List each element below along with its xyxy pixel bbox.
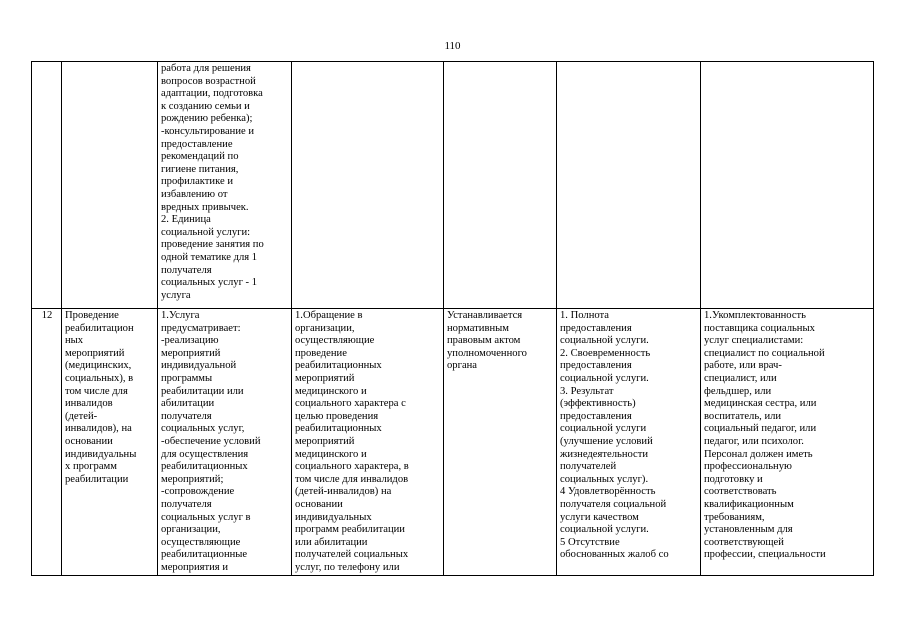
cell-tariff: Устанавливается нормативным правовым актом уполномоченного органа (444, 309, 557, 576)
table-row (32, 309, 874, 576)
cell-service-terms: 1.Обращение в организации, осуществляющие проведение реабилитационных мероприятий медицинского и социального характера с целью проведения реабилитационных мероприятий медицинского и социального характера, в том числе для инвалидов (детей-инвалидов) на основании индивидуальных программ реабилитации или абилитации получателей социальных услуг, по телефону или (292, 309, 444, 576)
cell-service-name (62, 62, 158, 309)
cell-quality-indicators: 1. Полнота предоставления социальной услуги. 2. Своевременность предоставления социальной услуги. 3. Результат (эффективность) предоставления социальной услуги (улучшение условий жизнедеятельности получателей социальных услуг). 4 Удовлетворённость получателя социальной услуги качеством социальной услуги. 5 Отсутствие обоснованных жалоб со (557, 309, 701, 576)
page-number: 110 (444, 40, 461, 52)
cell-quality-indicators (557, 62, 701, 309)
cell-service-name: Проведение реабилитацион ных мероприятий (медицинских, социальных), в том числе для инвалидов (детей- инвалидов), на основании индивидуальны х программ реабилитации (62, 309, 158, 576)
table-row (32, 62, 874, 309)
cell-tariff (444, 62, 557, 309)
cell-number (32, 62, 62, 309)
cell-service-terms (292, 62, 444, 309)
cell-service-description: 1.Услуга предусматривает: -реализацию мероприятий индивидуальной программы реабилитации или абилитации получателя социальных услуг, -обеспечение условий для осуществления реабилитационных мероприятий; -сопровождение получателя социальных услуг в организации, осуществляющие реабилитационные мероприятия и (158, 309, 292, 576)
cell-number: 12 (32, 309, 62, 576)
cell-conditions (701, 62, 874, 309)
cell-service-description: работа для решения вопросов возрастной адаптации, подготовка к созданию семьи и рождению ребенка); -консультирование и предоставление рекомендаций по гигиене питания, профилактике и избавлению от вредных привычек. 2. Единица социальной услуги: проведение занятия по одной тематике для 1 получателя социальных услуг - 1 услуга (158, 62, 292, 309)
cell-conditions: 1.Укомплектованность поставщика социальных услуг специалистами: специалист по социальной работе, или врач- специалист, или фельдшер, или медицинская сестра, или воспитатель, или социальный педагог, или педагог, или психолог. Персонал должен иметь профессиональную подготовку и соответствовать квалификационным требованиям, установленным для соответствующей профессии, специальности (701, 309, 874, 576)
services-table (31, 61, 874, 576)
